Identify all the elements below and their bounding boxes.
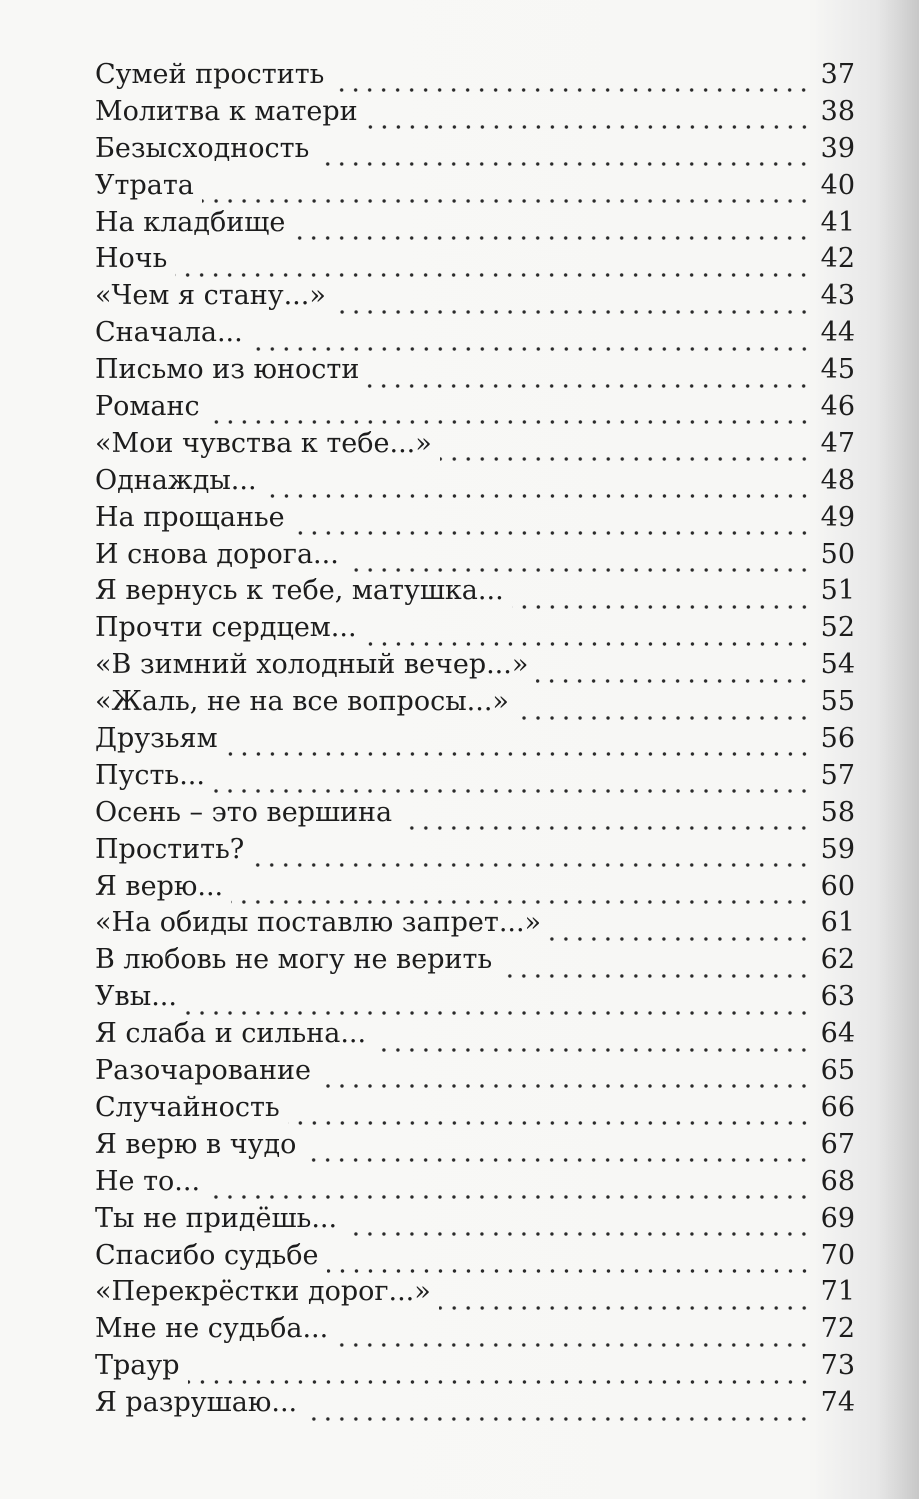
- toc-entry-page-number: 43: [820, 280, 855, 312]
- toc-entry-title: Увы...: [95, 981, 177, 1013]
- toc-dot-leader: [293, 509, 811, 536]
- toc-entry-page-number: 66: [820, 1091, 855, 1123]
- toc-entry-page-number: 56: [820, 723, 855, 755]
- toc-entry: [95, 352, 855, 389]
- toc-entry-page-number: 54: [820, 649, 855, 681]
- toc-entry: [95, 537, 855, 574]
- toc-entry-page-number: 46: [820, 391, 855, 423]
- toc-entry-title: Случайность: [95, 1091, 280, 1123]
- toc-dot-leader: [317, 140, 811, 167]
- toc-entry-page-number: 41: [820, 206, 855, 238]
- toc-entry-title: В любовь не могу не верить: [95, 944, 493, 976]
- toc-entry: [95, 205, 855, 242]
- toc-entry: [95, 1201, 855, 1238]
- toc-entry-page-number: 57: [820, 759, 855, 791]
- toc-entry: [95, 57, 855, 94]
- toc-entry: [95, 168, 855, 205]
- toc-entry: [95, 1348, 855, 1385]
- toc-dot-leader: [185, 989, 811, 1016]
- toc-entry-title: Друзьям: [95, 723, 218, 755]
- toc-entry-title: Я разрушаю...: [95, 1387, 298, 1419]
- toc-entry-page-number: 61: [820, 907, 855, 939]
- toc-entry-page-number: 45: [820, 354, 855, 386]
- toc-entry-page-number: 40: [820, 169, 855, 201]
- toc-entry: [95, 315, 855, 352]
- toc-entry-title: Безысходность: [95, 132, 310, 164]
- toc-entry: [95, 1164, 855, 1201]
- toc-entry-title: Осень – это вершина: [95, 796, 393, 828]
- toc-dot-leader: [208, 1173, 811, 1200]
- toc-entry: [95, 721, 855, 758]
- toc-entry: [95, 389, 855, 426]
- toc-entry-page-number: 47: [820, 427, 855, 459]
- toc-dot-leader: [305, 1395, 811, 1422]
- toc-entry-title: Молитва к матери: [95, 95, 358, 127]
- toc-entry-title: «Мои чувства к тебе...»: [95, 427, 432, 459]
- toc-dot-leader: [336, 1321, 811, 1348]
- toc-entry-page-number: 58: [820, 796, 855, 828]
- toc-entry-page-number: 70: [820, 1239, 855, 1271]
- toc-entry-title: Разочарование: [95, 1055, 311, 1087]
- toc-entry: [95, 573, 855, 610]
- toc-entry-page-number: 67: [820, 1128, 855, 1160]
- toc-entry: [95, 426, 855, 463]
- toc-dot-leader: [252, 841, 811, 868]
- toc-entry-page-number: 65: [820, 1055, 855, 1087]
- toc-entry-title: «На обиды поставлю запрет...»: [95, 907, 542, 939]
- toc-entry: [95, 869, 855, 906]
- toc-entry: [95, 1053, 855, 1090]
- toc-entry: [95, 94, 855, 131]
- toc-entry: [95, 795, 855, 832]
- toc-dot-leader: [304, 1136, 811, 1163]
- toc-entry: [95, 942, 855, 979]
- toc-entry-page-number: 73: [820, 1350, 855, 1382]
- toc-dot-leader: [366, 103, 811, 130]
- toc-entry-title: Ночь: [95, 243, 168, 275]
- toc-entry-title: «Чем я стану...»: [95, 280, 326, 312]
- toc-entry-title: «Перекрёстки дорог...»: [95, 1276, 431, 1308]
- toc-dot-leader: [251, 325, 811, 352]
- table-of-contents: [95, 57, 855, 1422]
- toc-entry-page-number: 52: [820, 612, 855, 644]
- toc-entry-title: «В зимний холодный вечер...»: [95, 649, 529, 681]
- toc-dot-leader: [265, 472, 811, 499]
- toc-dot-leader: [293, 214, 811, 241]
- toc-dot-leader: [345, 1210, 811, 1237]
- toc-dot-leader: [374, 1026, 811, 1053]
- toc-entry-page-number: 49: [820, 501, 855, 533]
- toc-entry-page-number: 68: [820, 1165, 855, 1197]
- toc-entry: [95, 647, 855, 684]
- toc-dot-leader: [202, 177, 811, 204]
- toc-entry-page-number: 59: [820, 833, 855, 865]
- toc-entry-page-number: 62: [820, 944, 855, 976]
- toc-dot-leader: [231, 878, 811, 905]
- toc-entry-page-number: 48: [820, 464, 855, 496]
- toc-dot-leader: [347, 546, 811, 573]
- toc-dot-leader: [319, 1062, 811, 1089]
- toc-entry-title: Романс: [95, 391, 200, 423]
- toc-entry-title: Сначала...: [95, 317, 243, 349]
- toc-entry-title: Траур: [95, 1350, 180, 1382]
- toc-entry-title: Ты не придёшь...: [95, 1202, 338, 1234]
- toc-entry-title: Я верю...: [95, 870, 224, 902]
- toc-entry-page-number: 50: [820, 538, 855, 570]
- toc-entry: [95, 1385, 855, 1422]
- toc-entry-title: И снова дорога...: [95, 538, 339, 570]
- toc-dot-leader: [365, 620, 811, 647]
- toc-dot-leader: [332, 66, 811, 93]
- toc-entry-title: Я слаба и сильна...: [95, 1018, 367, 1050]
- toc-entry-title: Утрата: [95, 169, 194, 201]
- toc-entry-title: Однажды...: [95, 464, 257, 496]
- toc-entry-page-number: 71: [820, 1276, 855, 1308]
- toc-entry-title: Я вернусь к тебе, матушка...: [95, 575, 504, 607]
- toc-entry: [95, 1311, 855, 1348]
- toc-dot-leader: [367, 362, 811, 389]
- toc-entry: [95, 905, 855, 942]
- toc-entry: [95, 241, 855, 278]
- toc-dot-leader: [536, 657, 811, 684]
- toc-dot-leader: [226, 730, 811, 757]
- toc-dot-leader: [188, 1358, 811, 1385]
- toc-entry-page-number: 37: [820, 59, 855, 90]
- toc-entry: [95, 1127, 855, 1164]
- toc-entry-page-number: 51: [820, 575, 855, 607]
- toc-dot-leader: [440, 435, 811, 462]
- toc-entry-title: Не то...: [95, 1165, 201, 1197]
- toc-dot-leader: [288, 1099, 811, 1126]
- toc-entry: [95, 463, 855, 500]
- toc-dot-leader: [175, 251, 811, 278]
- toc-entry-title: Сумей простить: [95, 59, 325, 90]
- toc-entry: [95, 610, 855, 647]
- toc-entry-title: Пусть...: [95, 759, 205, 791]
- toc-entry-title: Письмо из юности: [95, 354, 360, 386]
- toc-entry-title: Прочти сердцем...: [95, 612, 357, 644]
- toc-entry-title: Спасибо судьбе: [95, 1239, 319, 1271]
- toc-entry: [95, 131, 855, 168]
- toc-dot-leader: [500, 952, 811, 979]
- toc-entry-title: Простить?: [95, 833, 245, 865]
- toc-entry: [95, 1274, 855, 1311]
- toc-entry: [95, 832, 855, 869]
- toc-dot-leader: [439, 1284, 811, 1311]
- toc-entry-page-number: 64: [820, 1018, 855, 1050]
- toc-entry-page-number: 60: [820, 870, 855, 902]
- toc-entry-title: На кладбище: [95, 206, 286, 238]
- toc-entry: [95, 684, 855, 721]
- toc-dot-leader: [327, 1247, 811, 1274]
- toc-dot-leader: [208, 398, 811, 425]
- toc-entry-page-number: 63: [820, 981, 855, 1013]
- toc-entry-title: Я верю в чудо: [95, 1128, 297, 1160]
- toc-entry-page-number: 39: [820, 132, 855, 164]
- toc-dot-leader: [400, 804, 811, 831]
- toc-entry: [95, 1090, 855, 1127]
- toc-dot-leader: [512, 583, 811, 610]
- toc-entry-title: «Жаль, не на все вопросы...»: [95, 686, 509, 718]
- toc-entry-page-number: 44: [820, 317, 855, 349]
- toc-entry-page-number: 55: [820, 686, 855, 718]
- toc-dot-leader: [334, 288, 811, 315]
- toc-entry-page-number: 42: [820, 243, 855, 275]
- toc-dot-leader: [517, 694, 811, 721]
- toc-entry: [95, 758, 855, 795]
- toc-dot-leader: [549, 915, 811, 942]
- toc-entry: [95, 278, 855, 315]
- toc-entry: [95, 500, 855, 537]
- toc-dot-leader: [213, 767, 811, 794]
- toc-entry-title: На прощанье: [95, 501, 285, 533]
- toc-entry-page-number: 74: [820, 1387, 855, 1419]
- toc-entry: [95, 1016, 855, 1053]
- toc-entry-page-number: 69: [820, 1202, 855, 1234]
- toc-entry: [95, 979, 855, 1016]
- toc-entry-title: Мне не судьба...: [95, 1313, 329, 1345]
- toc-entry-page-number: 72: [820, 1313, 855, 1345]
- toc-entry: [95, 1238, 855, 1275]
- toc-entry-page-number: 38: [820, 95, 855, 127]
- page-edge-shadow: [877, 0, 919, 1499]
